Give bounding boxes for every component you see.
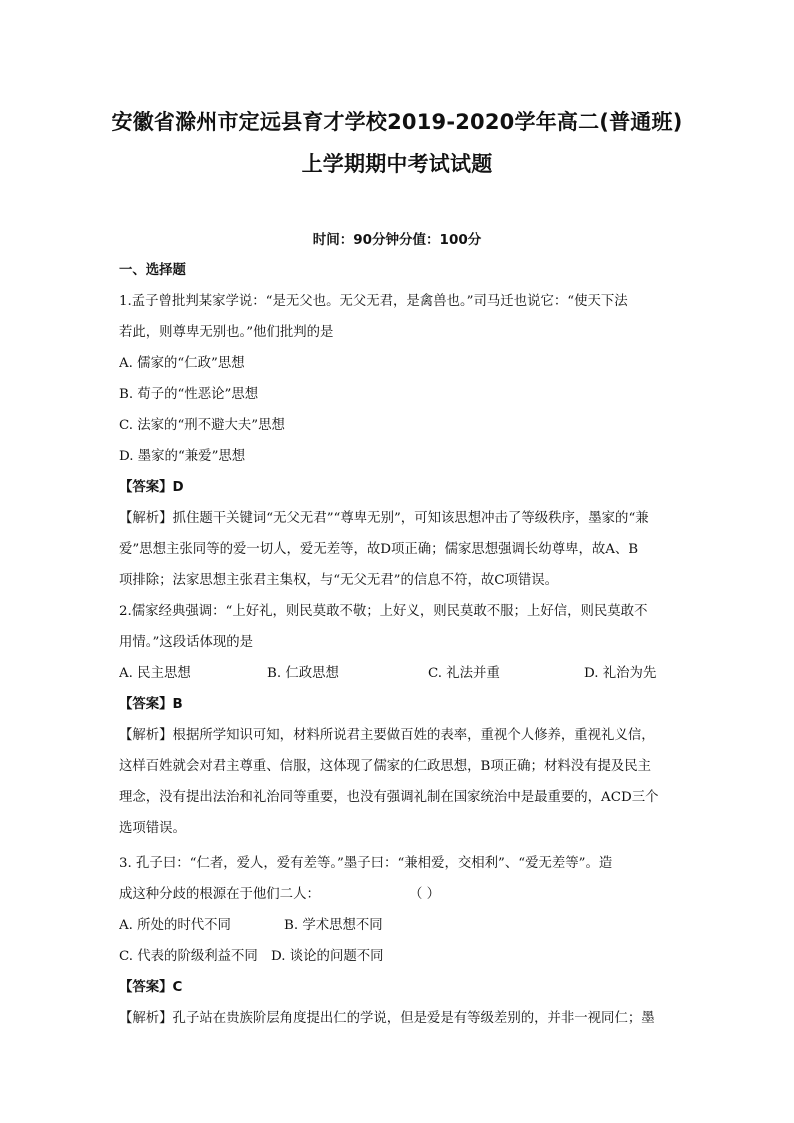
q3-analysis-line1: 【解析】孔子站在贵族阶层角度提出仁的学说，但是爱是有等级差别的，并非一视同仁；墨 [119, 1011, 655, 1026]
q1-option-d: D. 墨家的“兼爱”思想 [119, 449, 246, 464]
q1-analysis-line2: 爱”思想主张同等的爱一切人，爱无差等，故D项正确；儒家思想强调长幼尊卑，故A、B [119, 542, 639, 557]
q2-option-c: C. 礼法并重 [428, 666, 500, 681]
q2-analysis-line2: 这样百姓就会对君主尊重、信服，这体现了儒家的仁政思想，B项正确；材料没有提及民主 [119, 759, 652, 774]
q3-option-c: C. 代表的阶级利益不同 [119, 949, 258, 964]
q2-option-b: B. 仁政思想 [267, 666, 339, 681]
q3-answer: 【答案】C [119, 980, 183, 995]
document-title-line2: 上学期期中考试试题 [301, 152, 493, 176]
q3-option-d: D. 谈论的问题不同 [271, 949, 384, 964]
q2-stem-line1: 2.儒家经典强调：“上好礼，则民莫敢不敬；上好义，则民莫敢不服；上好信，则民莫敢不 [119, 604, 648, 619]
q1-stem-line1: 1.孟子曾批判某家学说：“是无父也。无父无君，是禽兽也。”司马迁也说它：“使天下法 [119, 294, 628, 309]
exam-time-score: 时间：90分钟分值：100分 [312, 232, 482, 248]
q3-option-b: B. 学术思想不同 [284, 918, 383, 933]
q2-answer: 【答案】B [119, 697, 183, 712]
q1-stem-line2: 若此，则尊卑无别也。”他们批判的是 [119, 325, 334, 340]
q2-options-row [119, 665, 679, 683]
q3-options-row2 [119, 948, 679, 966]
q3-options-row1 [119, 917, 679, 935]
q3-stem-line2-row [119, 886, 679, 904]
q2-option-d: D. 礼治为先 [584, 666, 657, 681]
section-heading: 一、选择题 [119, 263, 186, 278]
q1-option-c: C. 法家的“刑不避大夫”思想 [119, 418, 285, 433]
q2-stem-line2: 用情。”这段话体现的是 [119, 635, 254, 650]
q3-stem-line2: 成这种分歧的根源在于他们二人： [119, 887, 320, 902]
document-title-line1: 安徽省滁州市定远县育才学校2019-2020学年高二(普通班) [111, 110, 683, 134]
q1-analysis-line3: 项排除；法家思想主张君主集权，与“无父无君”的信息不符，故C项错误。 [119, 573, 559, 588]
q2-analysis-line1: 【解析】根据所学知识可知，材料所说君主要做百姓的表率，重视个人修养，重视礼义信， [119, 728, 655, 743]
q1-analysis-line1: 【解析】抓住题干关键词“无父无君”“尊卑无别”，可知该思想冲击了等级秩序，墨家的“兼 [119, 511, 649, 526]
q2-analysis-line4: 选项错误。 [119, 821, 186, 836]
q3-option-a: A. 所处的时代不同 [119, 918, 231, 933]
q3-stem-line1: 3. 孔子曰：“仁者，爱人，爱有差等。”墨子曰：“兼相爱，交相利”、“爱无差等”。造 [119, 856, 613, 871]
q1-answer: 【答案】D [119, 480, 184, 495]
q3-answer-blank: （ ） [409, 887, 441, 902]
q2-option-a: A. 民主思想 [119, 666, 191, 681]
q2-analysis-line3: 理念，没有提出法治和礼治同等重要，也没有强调礼制在国家统治中是最重要的，ACD三个 [119, 790, 659, 805]
q1-option-a: A. 儒家的“仁政”思想 [119, 356, 245, 371]
q1-option-b: B. 荀子的“性恶论”思想 [119, 387, 259, 402]
